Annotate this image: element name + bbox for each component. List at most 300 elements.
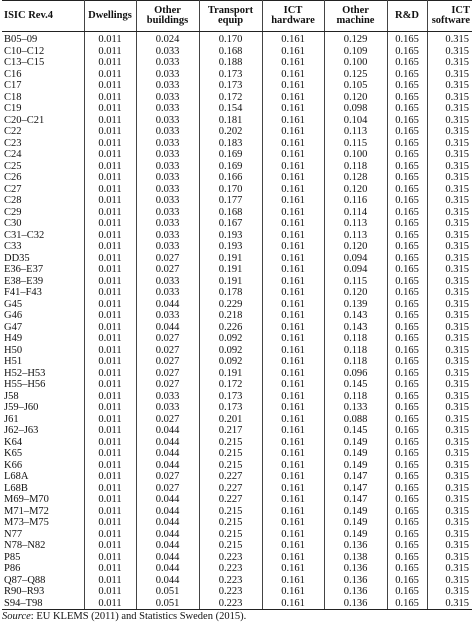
source-label: Source	[2, 611, 31, 622]
rate-cell: 0.315	[445, 505, 469, 517]
industry-code-cell: C10–C12	[2, 46, 84, 58]
rate-cell: 0.223	[199, 575, 262, 587]
rate-cell: 0.092	[199, 356, 262, 368]
industry-code-cell: C28	[2, 195, 84, 207]
rate-cell: 0.315	[445, 563, 469, 574]
rate-cell: 0.027	[136, 253, 199, 265]
rate-cell: 0.315	[445, 160, 469, 172]
rate-cell: 0.315	[445, 206, 469, 218]
rate-cell: 0.165	[387, 32, 427, 46]
column-header: ISIC Rev.4	[2, 1, 84, 32]
rate-cell: 0.116	[324, 195, 387, 207]
table-row	[2, 333, 472, 345]
rate-cell: 0.165	[387, 115, 427, 127]
table-row	[2, 448, 472, 460]
rate-cell: 0.011	[84, 494, 136, 506]
table-row	[2, 264, 472, 276]
industry-code-cell: H55–H56	[2, 379, 84, 391]
rate-cell: 0.011	[84, 391, 136, 403]
rate-cell: 0.191	[199, 276, 262, 288]
rate-cell: 0.165	[387, 207, 427, 219]
rate-cell: 0.161	[262, 494, 324, 506]
industry-code-cell: H51	[2, 356, 84, 368]
rate-cell: 0.315	[445, 390, 469, 402]
rate-cell: 0.165	[387, 402, 427, 414]
rate-cell: 0.027	[136, 414, 199, 426]
rate-cell: 0.033	[136, 115, 199, 127]
rate-cell: 0.113	[324, 126, 387, 138]
table-row	[2, 241, 472, 253]
rate-cell: 0.011	[84, 356, 136, 368]
rate-cell: 0.033	[136, 92, 199, 104]
rate-cell: 0.165	[387, 368, 427, 380]
rate-cell: 0.011	[84, 32, 136, 46]
rate-cell: 0.165	[387, 379, 427, 391]
rate-cell: 0.191	[199, 253, 262, 265]
rate-cell: 0.165	[387, 460, 427, 472]
rate-cell: 0.105	[324, 80, 387, 92]
rate-cell: 0.044	[136, 540, 199, 552]
rate-cell: 0.315	[445, 80, 469, 91]
rate-cell: 0.033	[136, 138, 199, 150]
rate-cell: 0.215	[199, 460, 262, 472]
rate-cell: 0.161	[262, 287, 324, 299]
rate-cell: 0.315	[445, 241, 469, 252]
rate-cell: 0.161	[262, 276, 324, 288]
rate-cell: 0.315	[445, 287, 469, 298]
table-row	[2, 414, 472, 426]
rate-cell: 0.315	[445, 574, 469, 586]
rate-cell: 0.161	[262, 540, 324, 552]
rate-cell: 0.033	[136, 184, 199, 196]
rate-cell: 0.217	[199, 425, 262, 437]
rate-cell: 0.165	[387, 310, 427, 322]
rate-cell: 0.129	[324, 32, 387, 46]
industry-code-cell: H52–H53	[2, 368, 84, 380]
rate-cell: 0.044	[136, 448, 199, 460]
rate-cell: 0.120	[324, 241, 387, 253]
rate-cell: 0.147	[324, 471, 387, 483]
rate-cell: 0.165	[387, 345, 427, 357]
rate-cell: 0.044	[136, 437, 199, 449]
rate-cell: 0.011	[84, 69, 136, 81]
rate-cell: 0.315	[445, 551, 469, 563]
rate-cell: 0.011	[84, 575, 136, 587]
rate-cell: 0.161	[262, 322, 324, 334]
rate-cell: 0.315	[445, 137, 469, 149]
rate-cell: 0.161	[262, 483, 324, 495]
rate-cell: 0.161	[262, 218, 324, 230]
industry-code-cell: C33	[2, 241, 84, 253]
industry-code-cell: C31–C32	[2, 230, 84, 242]
industry-code-cell: J58	[2, 391, 84, 403]
rate-cell: 0.169	[199, 149, 262, 161]
rate-cell: 0.315	[445, 172, 469, 183]
table-row	[2, 32, 472, 46]
rate-cell: 0.315	[445, 367, 469, 379]
rate-cell: 0.315	[445, 413, 469, 425]
rate-cell: 0.044	[136, 299, 199, 311]
rate-cell: 0.154	[199, 103, 262, 115]
rate-cell: 0.315	[445, 344, 469, 356]
rate-cell: 0.147	[324, 494, 387, 506]
rate-cell: 0.120	[324, 287, 387, 299]
rate-cell: 0.165	[387, 552, 427, 564]
table-row	[2, 92, 472, 104]
rate-cell: 0.161	[262, 69, 324, 81]
rate-cell: 0.161	[262, 506, 324, 518]
rate-cell: 0.011	[84, 126, 136, 138]
rate-cell: 0.161	[262, 517, 324, 529]
rate-cell: 0.118	[324, 333, 387, 345]
rate-cell: 0.165	[387, 575, 427, 587]
column-header: ICT hardware	[262, 1, 324, 32]
industry-code-cell: F41–F43	[2, 287, 84, 299]
industry-code-cell: S94–T98	[2, 598, 84, 610]
industry-code-cell: G46	[2, 310, 84, 322]
rate-cell: 0.143	[324, 322, 387, 334]
rate-cell: 0.165	[387, 448, 427, 460]
rate-cell: 0.033	[136, 103, 199, 115]
rate-cell: 0.193	[199, 230, 262, 242]
rate-cell: 0.044	[136, 563, 199, 575]
rate-cell: 0.173	[199, 402, 262, 414]
rate-cell: 0.165	[387, 356, 427, 368]
source-text: : EU KLEMS (2011) and Statistics Sweden (2015).	[30, 611, 247, 622]
industry-code-cell: C30	[2, 218, 84, 230]
rate-cell: 0.315	[445, 229, 469, 241]
rate-cell: 0.149	[324, 506, 387, 518]
rate-cell: 0.315	[445, 517, 469, 528]
rate-cell: 0.161	[262, 230, 324, 242]
rate-cell: 0.136	[324, 598, 387, 610]
rate-cell: 0.165	[387, 471, 427, 483]
rate-cell: 0.092	[199, 345, 262, 357]
rate-cell: 0.027	[136, 333, 199, 345]
rate-cell: 0.161	[262, 379, 324, 391]
table-row	[2, 437, 472, 449]
rate-cell: 0.170	[199, 184, 262, 196]
rate-cell: 0.215	[199, 517, 262, 529]
rate-cell: 0.011	[84, 563, 136, 575]
rate-cell: 0.161	[262, 586, 324, 598]
rate-cell: 0.133	[324, 402, 387, 414]
rate-cell: 0.191	[199, 264, 262, 276]
rate-cell: 0.033	[136, 391, 199, 403]
rate-cell: 0.161	[262, 184, 324, 196]
rate-cell: 0.161	[262, 368, 324, 380]
industry-code-cell: M73–M75	[2, 517, 84, 529]
rate-cell: 0.315	[445, 264, 469, 275]
table-row	[2, 46, 472, 58]
rate-cell: 0.088	[324, 414, 387, 426]
rate-cell: 0.011	[84, 287, 136, 299]
rate-cell: 0.011	[84, 241, 136, 253]
industry-code-cell: C23	[2, 138, 84, 150]
rate-cell: 0.011	[84, 253, 136, 265]
rate-cell: 0.165	[387, 138, 427, 150]
rate-cell: 0.161	[262, 149, 324, 161]
industry-code-cell: C13–C15	[2, 57, 84, 69]
rate-cell: 0.033	[136, 310, 199, 322]
rate-cell: 0.033	[136, 126, 199, 138]
table-row	[2, 494, 472, 506]
rate-cell: 0.165	[387, 69, 427, 81]
rate-cell: 0.165	[387, 437, 427, 449]
rate-cell: 0.161	[262, 414, 324, 426]
table-row	[2, 322, 472, 334]
industry-code-cell: C27	[2, 184, 84, 196]
rate-cell: 0.165	[387, 264, 427, 276]
rate-cell: 0.136	[324, 575, 387, 587]
rate-cell: 0.161	[262, 391, 324, 403]
rate-cell: 0.215	[199, 540, 262, 552]
rate-cell: 0.215	[199, 506, 262, 518]
rate-cell: 0.165	[387, 103, 427, 115]
rate-cell: 0.115	[324, 138, 387, 150]
source-note	[2, 611, 472, 622]
table-row	[2, 552, 472, 564]
rate-cell: 0.011	[84, 184, 136, 196]
rate-cell: 0.033	[136, 218, 199, 230]
rate-cell: 0.223	[199, 586, 262, 598]
rate-cell: 0.011	[84, 368, 136, 380]
rate-cell: 0.172	[199, 92, 262, 104]
rate-cell: 0.033	[136, 287, 199, 299]
rate-cell: 0.051	[136, 598, 199, 610]
rate-cell: 0.165	[387, 540, 427, 552]
depreciation-rates-table	[2, 0, 472, 610]
rate-cell: 0.161	[262, 460, 324, 472]
rate-cell: 0.215	[199, 529, 262, 541]
industry-code-cell: L68A	[2, 471, 84, 483]
rate-cell: 0.011	[84, 517, 136, 529]
rate-cell: 0.027	[136, 345, 199, 357]
rate-cell: 0.165	[387, 299, 427, 311]
rate-cell: 0.044	[136, 460, 199, 472]
table-row	[2, 483, 472, 495]
industry-code-cell: J61	[2, 414, 84, 426]
industry-code-cell: Q87–Q88	[2, 575, 84, 587]
rate-cell: 0.011	[84, 149, 136, 161]
rate-cell: 0.011	[84, 80, 136, 92]
rate-cell: 0.223	[199, 552, 262, 564]
rate-cell: 0.227	[199, 483, 262, 495]
rate-cell: 0.161	[262, 345, 324, 357]
rate-cell: 0.165	[387, 57, 427, 69]
industry-code-cell: N78–N82	[2, 540, 84, 552]
rate-cell: 0.011	[84, 425, 136, 437]
rate-cell: 0.118	[324, 356, 387, 368]
rate-cell: 0.161	[262, 253, 324, 265]
rate-cell: 0.161	[262, 333, 324, 345]
rate-cell: 0.169	[199, 161, 262, 173]
rate-cell: 0.011	[84, 115, 136, 127]
table-row	[2, 471, 472, 483]
rate-cell: 0.165	[387, 494, 427, 506]
column-header: R&D	[387, 1, 427, 32]
industry-code-cell: C29	[2, 207, 84, 219]
rate-cell: 0.011	[84, 46, 136, 58]
rate-cell: 0.223	[199, 563, 262, 575]
rate-cell: 0.161	[262, 356, 324, 368]
rate-cell: 0.118	[324, 161, 387, 173]
rate-cell: 0.104	[324, 115, 387, 127]
rate-cell: 0.044	[136, 322, 199, 334]
rate-cell: 0.033	[136, 57, 199, 69]
rate-cell: 0.033	[136, 172, 199, 184]
industry-code-cell: H49	[2, 333, 84, 345]
rate-cell: 0.315	[445, 356, 469, 367]
rate-cell: 0.165	[387, 506, 427, 518]
rate-cell: 0.051	[136, 586, 199, 598]
rate-cell: 0.315	[445, 402, 469, 413]
rate-cell: 0.011	[84, 218, 136, 230]
industry-code-cell: L68B	[2, 483, 84, 495]
rate-cell: 0.165	[387, 391, 427, 403]
rate-cell: 0.011	[84, 322, 136, 334]
table-row	[2, 287, 472, 299]
rate-cell: 0.161	[262, 437, 324, 449]
rate-cell: 0.229	[199, 299, 262, 311]
rate-cell: 0.215	[199, 437, 262, 449]
table-body	[2, 32, 472, 610]
rate-cell: 0.161	[262, 575, 324, 587]
rate-cell: 0.011	[84, 414, 136, 426]
rate-cell: 0.315	[445, 586, 469, 597]
rate-cell: 0.315	[445, 471, 469, 482]
table-row	[2, 598, 472, 610]
rate-cell: 0.033	[136, 161, 199, 173]
rate-cell: 0.120	[324, 184, 387, 196]
rate-cell: 0.315	[445, 91, 469, 103]
rate-cell: 0.188	[199, 57, 262, 69]
table-row	[2, 218, 472, 230]
industry-code-cell: C26	[2, 172, 84, 184]
rate-cell: 0.096	[324, 368, 387, 380]
rate-cell: 0.033	[136, 69, 199, 81]
rate-cell: 0.139	[324, 299, 387, 311]
table-row	[2, 207, 472, 219]
rate-cell: 0.128	[324, 172, 387, 184]
rate-cell: 0.315	[445, 528, 469, 540]
rate-cell: 0.181	[199, 115, 262, 127]
rate-cell: 0.165	[387, 149, 427, 161]
rate-cell: 0.100	[324, 57, 387, 69]
rate-cell: 0.145	[324, 379, 387, 391]
rate-cell: 0.011	[84, 103, 136, 115]
rate-cell: 0.098	[324, 103, 387, 115]
table-row	[2, 586, 472, 598]
rate-cell: 0.165	[387, 161, 427, 173]
rate-cell: 0.033	[136, 276, 199, 288]
industry-code-cell: J59–J60	[2, 402, 84, 414]
rate-cell: 0.226	[199, 322, 262, 334]
rate-cell: 0.161	[262, 126, 324, 138]
rate-cell: 0.011	[84, 448, 136, 460]
rate-cell: 0.165	[387, 598, 427, 610]
rate-cell: 0.161	[262, 80, 324, 92]
rate-cell: 0.168	[199, 207, 262, 219]
rate-cell: 0.165	[387, 195, 427, 207]
rate-cell: 0.315	[445, 494, 469, 505]
rate-cell: 0.011	[84, 402, 136, 414]
rate-cell: 0.011	[84, 207, 136, 219]
column-header: Other buildings	[136, 1, 199, 32]
rate-cell: 0.173	[199, 391, 262, 403]
rate-cell: 0.011	[84, 57, 136, 69]
industry-code-cell: H50	[2, 345, 84, 357]
rate-cell: 0.033	[136, 402, 199, 414]
rate-cell: 0.165	[387, 586, 427, 598]
rate-cell: 0.094	[324, 253, 387, 265]
rate-cell: 0.223	[199, 598, 262, 610]
rate-cell: 0.165	[387, 126, 427, 138]
table-row	[2, 126, 472, 138]
table-row	[2, 402, 472, 414]
rate-cell: 0.173	[199, 69, 262, 81]
industry-code-cell: C20–C21	[2, 115, 84, 127]
rate-cell: 0.149	[324, 460, 387, 472]
rate-cell: 0.165	[387, 333, 427, 345]
rate-cell: 0.011	[84, 529, 136, 541]
rate-cell: 0.183	[199, 138, 262, 150]
rate-cell: 0.027	[136, 368, 199, 380]
table-row	[2, 230, 472, 242]
rate-cell: 0.011	[84, 92, 136, 104]
rate-cell: 0.120	[324, 92, 387, 104]
rate-cell: 0.165	[387, 529, 427, 541]
rate-cell: 0.315	[445, 57, 469, 68]
rate-cell: 0.315	[445, 482, 469, 494]
industry-code-cell: J62–J63	[2, 425, 84, 437]
rate-cell: 0.165	[387, 218, 427, 230]
rate-cell: 0.011	[84, 506, 136, 518]
table-row	[2, 563, 472, 575]
rate-cell: 0.011	[84, 586, 136, 598]
rate-cell: 0.143	[324, 310, 387, 322]
industry-code-cell: K65	[2, 448, 84, 460]
rate-cell: 0.138	[324, 552, 387, 564]
industry-code-cell: R90–R93	[2, 586, 84, 598]
rate-cell: 0.170	[199, 32, 262, 46]
rate-cell: 0.027	[136, 471, 199, 483]
industry-code-cell: E38–E39	[2, 276, 84, 288]
rate-cell: 0.044	[136, 575, 199, 587]
rate-cell: 0.044	[136, 552, 199, 564]
rate-cell: 0.201	[199, 414, 262, 426]
rate-cell: 0.011	[84, 379, 136, 391]
rate-cell: 0.011	[84, 276, 136, 288]
rate-cell: 0.161	[262, 402, 324, 414]
rate-cell: 0.011	[84, 333, 136, 345]
rate-cell: 0.315	[445, 275, 469, 287]
rate-cell: 0.011	[84, 195, 136, 207]
column-header: ICT software	[427, 1, 472, 32]
rate-cell: 0.027	[136, 264, 199, 276]
industry-code-cell: K64	[2, 437, 84, 449]
rate-cell: 0.109	[324, 46, 387, 58]
rate-cell: 0.044	[136, 529, 199, 541]
rate-cell: 0.315	[445, 298, 469, 310]
rate-cell: 0.033	[136, 195, 199, 207]
rate-cell: 0.165	[387, 230, 427, 242]
rate-cell: 0.033	[136, 230, 199, 242]
table-row	[2, 379, 472, 391]
rate-cell: 0.027	[136, 356, 199, 368]
rate-cell: 0.315	[445, 195, 469, 206]
rate-cell: 0.136	[324, 563, 387, 575]
